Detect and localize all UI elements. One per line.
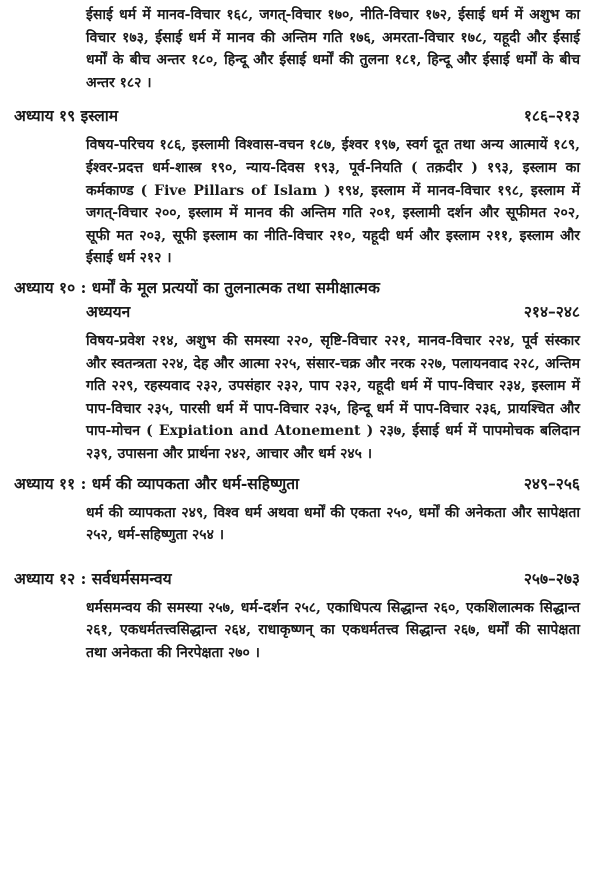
- chapter-page-range: २१४–२४८: [523, 301, 580, 321]
- chapter-title: अध्याय १० : धर्मों के मूल प्रत्ययों का तुलनात्मक तथा समीक्षात्मक: [14, 277, 380, 297]
- chapter-page-range: २४९–२५६: [523, 473, 580, 493]
- chapter-heading-12: [14, 567, 580, 591]
- chapter-page-range: २५७–२७३: [523, 568, 580, 588]
- chapter-heading-10: [14, 276, 580, 324]
- chapter-title: अध्याय १२ : सर्वधर्मसमन्वय: [14, 568, 172, 588]
- chapter-body: धर्म की व्यापकता २४९, विश्व धर्म अथवा धर्मों की एकता २५०, धर्मों की अनेकता और सापेक्षता २५२, धर्म-सहिष्णुता २५४ ।: [86, 504, 580, 544]
- chapter-title: अध्याय ११ : धर्म की व्यापकता और धर्म-सहिष्णुता: [14, 473, 300, 493]
- chapter-body: धर्मसमन्वय की समस्या २५७, धर्म-दर्शन २५८, एकाधिपत्य सिद्धान्त २६०, एकशिलात्मक सिद्धान्त २६१, एकधर्मतत्त्वसिद्धान्त २६४, राधाकृष्णन् का एकधर्मतत्त्व सिद्धान्त २६७, धर्मों की सापेक्षता तथा अनेकता की निरपेक्षता २७० ।: [86, 599, 580, 661]
- chapter-body: विषय-परिचय १८६, इस्लामी विश्वास-वचन १८७, ईश्वर १९७, स्वर्ग दूत तथा अन्य आत्मायें १८९, ईश्वर-प्रदत्त धर्म-शास्त्र १९०, न्याय-दिवस १९३, पूर्व-नियति ( तक़दीर ) १९३, इस्लाम का कर्मकाण्ड ( Five Pillars of Islam ) १९४, इस्लाम में मानव-विचार १९८, इस्लाम में जगत्-विचार २००, इस्लाम में मानव की अन्तिम गति २०१, इस्लामी दर्शन और सूफीमत २०२, सूफी मत २०३, सूफी इस्लाम का नीति-विचार २१०, यहूदी धर्म और इस्लाम २११, इस्लाम और ईसाई धर्म २१२ ।: [86, 137, 580, 267]
- chapter-heading-19: [14, 104, 580, 128]
- chapter-title: अध्याय १९ इस्लाम: [14, 106, 119, 126]
- chapter-title-continuation: अध्ययन: [86, 301, 131, 321]
- chapter-heading-11: [14, 472, 580, 496]
- chapter-9-continuation: ईसाई धर्म में मानव-विचार १६८, जगत्-विचार १७०, नीति-विचार १७२, ईसाई धर्म में अशुभ का विचार १७३, ईसाई धर्म में मानव की अन्तिम गति १७६, अमरता-विचार १७८, यहूदी और ईसाई धर्मों के बीच अन्तर १८०, हिन्दू और ईसाई धर्मों की तुलना १८१, हिन्दू और ईसाई धर्मों के बीच अन्तर १८२ ।: [86, 7, 580, 91]
- chapter-body: विषय-प्रवेश २१४, अशुभ की समस्या २२०, सृष्टि-विचार २२१, मानव-विचार २२४, पूर्व संस्कार और स्वतन्त्रता २२४, देह और आत्मा २२५, संसार-चक्र और नरक २२७, पलायनवाद २२८, अन्तिम गति २२९, रहस्यवाद २३२, उपसंहार २३२, पाप २३२, यहूदी धर्म में पाप-विचार २३४, इस्लाम में पाप-विचार २३५, पारसी धर्म में पाप-विचार २३५, हिन्दू धर्म में पाप-विचार २३६, प्रायश्चित और पाप-मोचन ( Expiation and Atonement ) २३७, ईसाई धर्म में पापमोचक बलिदान २३९, उपासना और प्रार्थना २४२, आचार और धर्म २४५ ।: [86, 332, 580, 462]
- chapter-page-range: १८६–२१३: [523, 106, 580, 126]
